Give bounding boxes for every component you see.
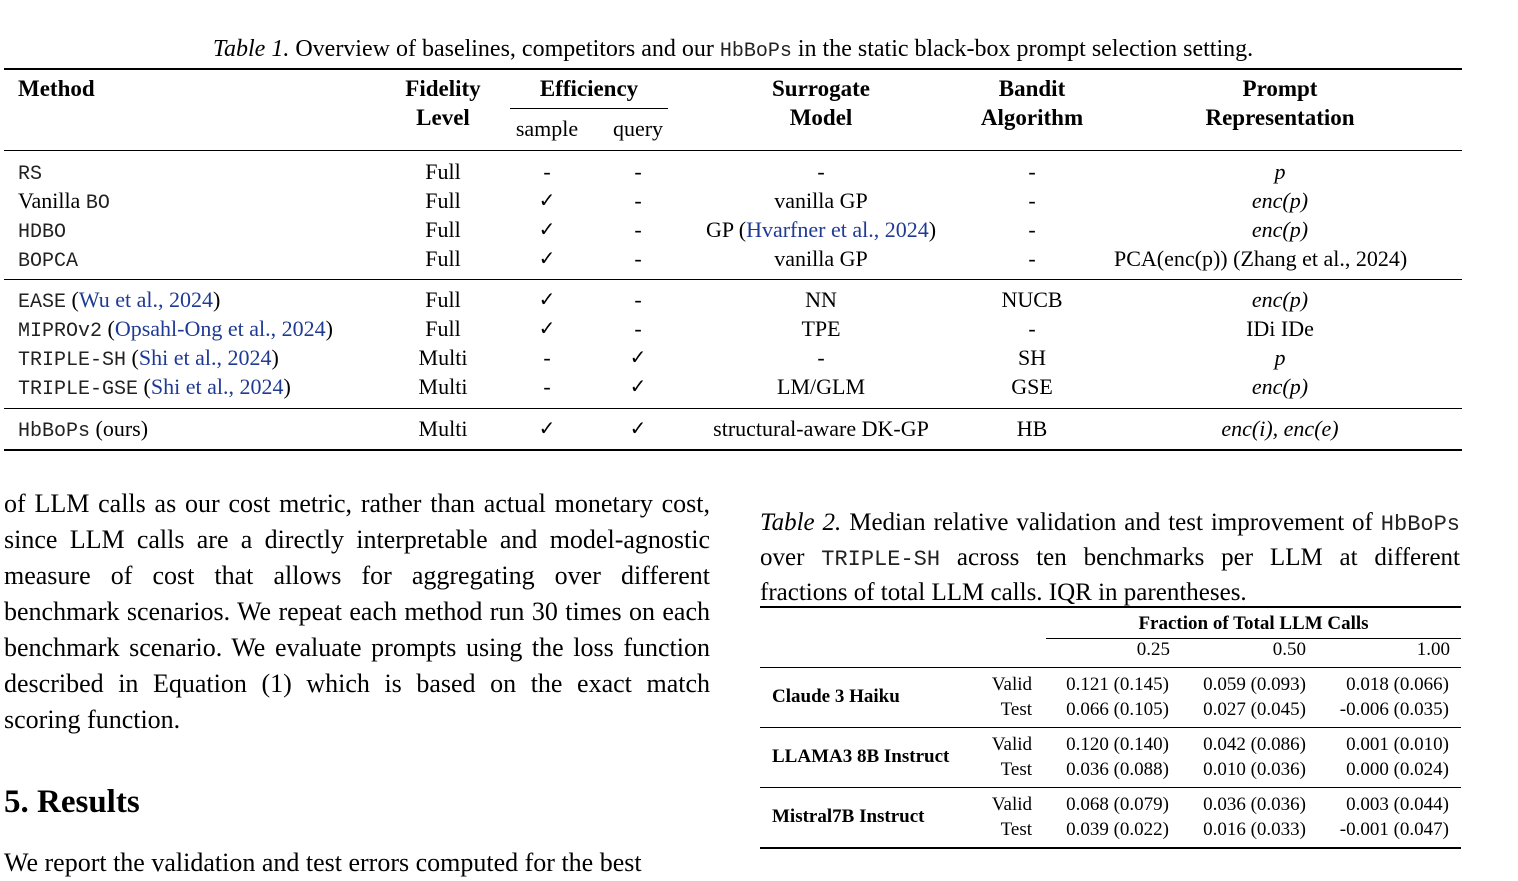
query-cell: - <box>634 316 642 341</box>
table1-caption-label: Table 1. <box>212 36 290 62</box>
value-cell: 0.121 (0.145) <box>1066 674 1169 695</box>
value-cell: 0.003 (0.044) <box>1346 794 1449 815</box>
header-efficiency: Efficiency <box>539 76 639 101</box>
value-cell: 0.010 (0.036) <box>1203 759 1306 780</box>
fidelity-cell: Multi <box>418 345 468 370</box>
repr-cell: IDi IDe <box>1246 316 1314 341</box>
method-name: TRIPLE-SH <box>18 349 127 372</box>
header-bandit-line2: Algorithm <box>980 105 1084 130</box>
surrogate-cell: - <box>817 159 825 184</box>
header-method: Method <box>18 76 95 101</box>
table1-top-rule <box>4 68 1462 70</box>
fraction-col-header: 0.25 <box>1136 639 1170 660</box>
citation-link[interactable]: Opsahl-Ong et al., 2024 <box>114 316 326 341</box>
table2-bottom-rule <box>760 847 1461 849</box>
header-fidelity-line1: Fidelity <box>405 76 481 101</box>
model-name: Mistral7B Instruct <box>772 806 925 827</box>
table2-header-rule <box>760 667 1461 668</box>
fidelity-cell: Multi <box>418 374 468 399</box>
split-label: Test <box>1000 819 1032 840</box>
sample-check-icon: ✓ <box>538 287 556 311</box>
value-cell: 0.059 (0.093) <box>1203 674 1306 695</box>
surrogate-cell: TPE <box>801 316 841 341</box>
value-cell: 0.036 (0.088) <box>1066 759 1169 780</box>
fidelity-cell: Full <box>425 287 461 312</box>
split-label: Valid <box>991 734 1032 755</box>
table2-group-rule <box>760 787 1461 788</box>
header-sample: sample <box>515 116 579 141</box>
query-cell: - <box>634 287 642 312</box>
surrogate-cell: NN <box>805 287 837 312</box>
split-label: Test <box>1000 759 1032 780</box>
value-cell: -0.001 (0.047) <box>1339 819 1449 840</box>
method-name: BO <box>85 192 110 215</box>
fidelity-cell: Multi <box>418 416 468 441</box>
query-check-icon: ✓ <box>629 345 647 369</box>
sample-cell: - <box>543 159 551 184</box>
table1-caption-mono: HbBoPs <box>719 40 792 63</box>
value-cell: 0.016 (0.033) <box>1203 819 1306 840</box>
method-name: BOPCA <box>18 250 79 273</box>
section-heading: 5. Results <box>4 784 140 820</box>
table2-top-rule <box>760 606 1461 608</box>
repr-cell: p <box>1274 345 1286 370</box>
header-bandit-line1: Bandit <box>998 76 1066 101</box>
fidelity-cell: Full <box>425 159 461 184</box>
table-row: MIPROv2 (Opsahl-Ong et al., 2024) Full ✓ - TPE - IDi IDe <box>0 314 1466 343</box>
sample-check-icon: ✓ <box>538 217 556 241</box>
header-query: query <box>612 116 664 141</box>
query-cell: - <box>634 188 642 213</box>
header-surrogate-line2: Model <box>789 105 853 130</box>
fidelity-cell: Full <box>425 246 461 271</box>
header-prompt-repr <box>1160 74 1400 132</box>
sample-cell: - <box>543 374 551 399</box>
value-cell: 0.068 (0.079) <box>1066 794 1169 815</box>
table2-caption: Table 2. Median relative validation and test improvement of HbBoPs over TRIPLE-SH across ten benchmarks per LLM at different fractions of total LLM calls. IQR in parentheses. <box>760 509 1461 606</box>
repr-cell: enc(p) <box>1251 217 1309 242</box>
split-label: Valid <box>991 794 1032 815</box>
method-name: EASE <box>18 291 67 314</box>
header-bandit <box>965 74 1099 132</box>
sample-cell: - <box>543 345 551 370</box>
bandit-cell: - <box>1028 316 1036 341</box>
bandit-cell: - <box>1028 159 1036 184</box>
split-label: Test <box>1000 699 1032 720</box>
repr-cell: enc(p) <box>1251 374 1309 399</box>
query-check-icon: ✓ <box>629 374 647 398</box>
table-row: TRIPLE-SH (Shi et al., 2024) Multi - ✓ - SH p <box>0 343 1466 372</box>
bandit-cell: - <box>1028 217 1036 242</box>
citation-link[interactable]: Shi et al., 2024 <box>150 374 284 399</box>
value-cell: 0.066 (0.105) <box>1066 699 1169 720</box>
citation-link[interactable]: Wu et al., 2024 <box>78 287 213 312</box>
table1-group-rule <box>4 408 1462 409</box>
repr-cell: p <box>1274 159 1286 184</box>
model-name: Claude 3 Haiku <box>772 686 900 707</box>
sample-check-icon: ✓ <box>538 316 556 340</box>
repr-cell: enc(i), enc(e) <box>1221 416 1339 441</box>
table1-caption-tail: in the static black-box prompt selection setting. <box>797 36 1254 62</box>
efficiency-subrule <box>510 108 668 109</box>
table1-caption <box>0 34 1466 67</box>
repr-cell: enc(p) <box>1251 287 1309 312</box>
fidelity-cell: Full <box>425 217 461 242</box>
surrogate-cell: LM/GLM <box>777 374 865 399</box>
table1-header-rule <box>4 150 1462 151</box>
value-cell: 0.039 (0.022) <box>1066 819 1169 840</box>
method-name: HbBoPs <box>18 420 91 443</box>
split-label: Valid <box>991 674 1032 695</box>
method-prefix: Vanilla <box>18 188 81 213</box>
table1-bottom-rule <box>4 449 1462 451</box>
fidelity-cell: Full <box>425 188 461 213</box>
value-cell: 0.042 (0.086) <box>1203 734 1306 755</box>
repr-cell: PCA(enc(p)) (Zhang et al., 2024) <box>1114 246 1408 271</box>
query-cell: - <box>634 246 642 271</box>
repr-cell: enc(p) <box>1251 188 1309 213</box>
fraction-group-header: Fraction of Total LLM Calls <box>1138 613 1369 634</box>
bandit-cell: NUCB <box>1001 287 1063 312</box>
surrogate-cell: - <box>817 345 825 370</box>
method-name: MIPROv2 <box>18 320 103 343</box>
table-row <box>0 186 1466 215</box>
surrogate-cell: structural-aware DK-GP <box>713 416 929 441</box>
method-name: HDBO <box>18 221 67 244</box>
header-surrogate <box>711 74 931 132</box>
method-name: RS <box>18 163 43 186</box>
bandit-cell: GSE <box>1011 374 1053 399</box>
value-cell: 0.018 (0.066) <box>1346 674 1449 695</box>
fraction-col-header: 0.50 <box>1272 639 1306 660</box>
table-row <box>0 244 1466 273</box>
query-check-icon: ✓ <box>629 416 647 440</box>
bandit-cell: SH <box>1017 345 1047 370</box>
method-name: TRIPLE-GSE <box>18 378 139 401</box>
bandit-cell: - <box>1028 246 1036 271</box>
value-cell: 0.000 (0.024) <box>1346 759 1449 780</box>
table-row: EASE (Wu et al., 2024) Full ✓ - NN NUCB enc(p) <box>0 285 1466 314</box>
sample-check-icon: ✓ <box>538 246 556 270</box>
fraction-col-header: 1.00 <box>1416 639 1450 660</box>
query-cell: - <box>634 217 642 242</box>
table-row <box>0 157 1466 186</box>
query-cell: - <box>634 159 642 184</box>
table2-group-rule <box>760 727 1461 728</box>
citation-link[interactable]: Hvarfner et al., 2024 <box>746 217 929 242</box>
fidelity-cell: Full <box>425 316 461 341</box>
table1-caption-text: Overview of baselines, competitors and our <box>295 36 714 62</box>
body-paragraph: We report the validation and test errors computed for the best <box>4 848 642 877</box>
header-surrogate-line1: Surrogate <box>772 76 870 101</box>
table1-group-rule <box>4 279 1462 280</box>
body-paragraph: of LLM calls as our cost metric, rather than actual monetary cost, since LLM calls are a directly interpretable and model-agnostic measure of cost that allows for aggregating over different benchmark scenarios. We repeat each method run 30 times on each benchmark scenario. We evaluate prompts using the loss function described in Equation (1) which is based on the exact match scoring function. <box>4 489 710 734</box>
value-cell: 0.036 (0.036) <box>1203 794 1306 815</box>
surrogate-cell: GP (Hvarfner et al., 2024) <box>705 217 937 242</box>
value-cell: 0.027 (0.045) <box>1203 699 1306 720</box>
header-prompt-line2: Representation <box>1205 105 1355 130</box>
sample-check-icon: ✓ <box>538 188 556 212</box>
sample-check-icon: ✓ <box>538 416 556 440</box>
bandit-cell: HB <box>1016 416 1048 441</box>
table2-caption-label: Table 2. <box>760 509 842 536</box>
table-row <box>0 414 1466 443</box>
table-row: TRIPLE-GSE (Shi et al., 2024) Multi - ✓ LM/GLM GSE enc(p) <box>0 372 1466 401</box>
citation-link[interactable]: Shi et al., 2024 <box>138 345 272 370</box>
bandit-cell: - <box>1028 188 1036 213</box>
header-fidelity <box>383 74 503 132</box>
surrogate-cell: vanilla GP <box>774 188 868 213</box>
table-row <box>0 215 1466 244</box>
value-cell: 0.001 (0.010) <box>1346 734 1449 755</box>
surrogate-cell: vanilla GP <box>774 246 868 271</box>
header-prompt-line1: Prompt <box>1242 76 1318 101</box>
model-name: LLAMA3 8B Instruct <box>772 746 950 767</box>
value-cell: 0.120 (0.140) <box>1066 734 1169 755</box>
value-cell: -0.006 (0.035) <box>1339 699 1449 720</box>
header-fidelity-line2: Level <box>416 105 470 130</box>
method-suffix: (ours) <box>95 416 149 441</box>
